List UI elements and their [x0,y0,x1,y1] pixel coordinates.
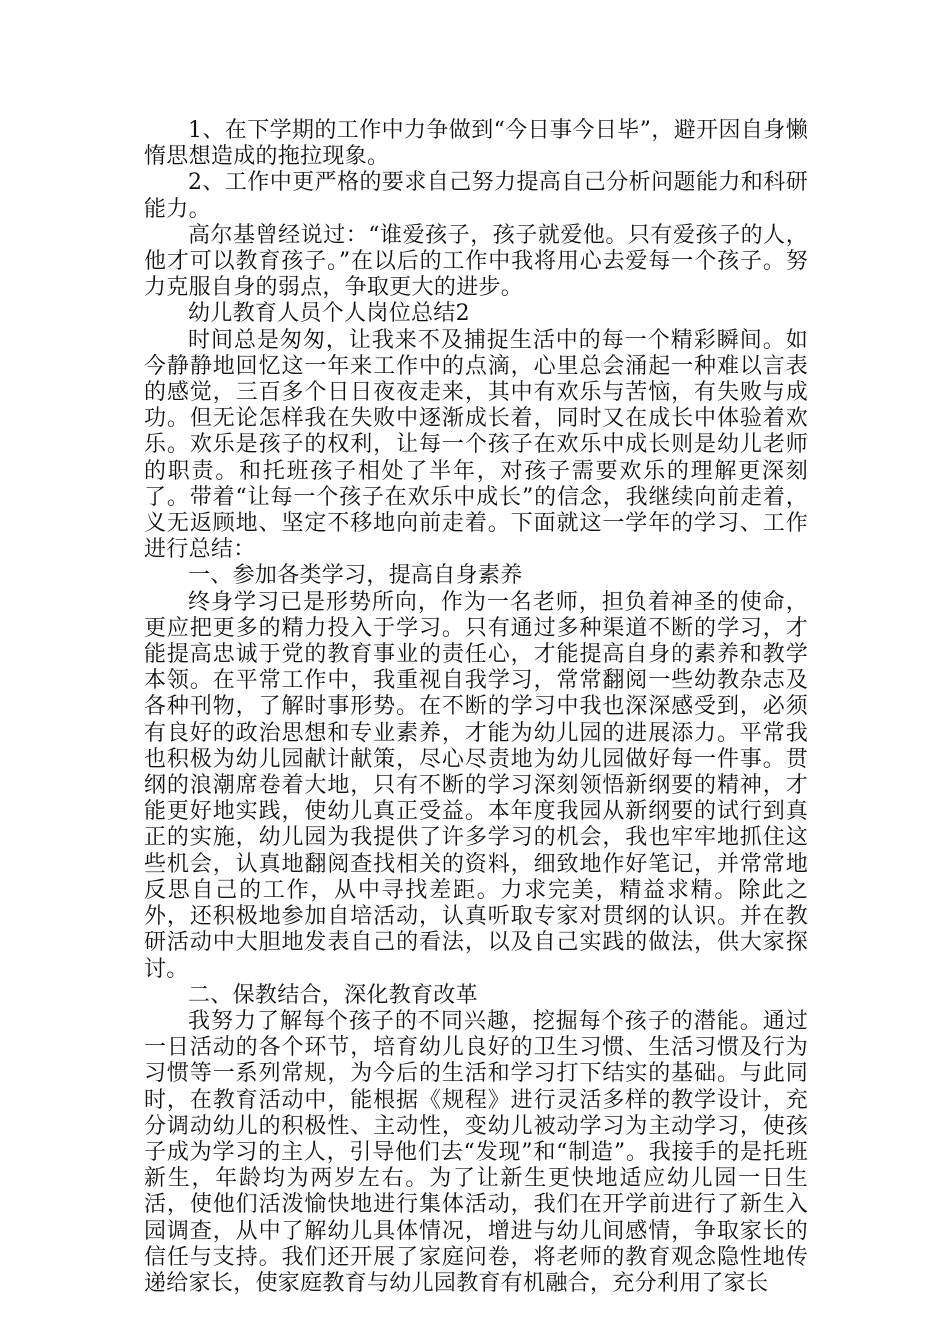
paragraph-6: 我努力了解每个孩子的不同兴趣，挖掘每个孩子的潜能。通过一日活动的各个环节，培育幼儿良好的卫生习惯、生活习惯及行为习惯等一系列常规，为今后的生活和学习打下结实的基础。与此同时，在教育活动中，能根据《规程》进行灵活多样的教学设计，充分调动幼儿的积极性、主动性，变幼儿被动学习为主动学习，使孩子成为学习的主人，引导他们去“发现”和“制造”。我接手的是托班新生，年龄均为两岁左右。为了让新生更快地适应幼儿园一日生活，使他们活泼愉快地进行集体活动，我们在开学前进行了新生入园调查，从中了解幼儿具体情况，增进与幼儿间感情，争取家长的信任与支持。我们还开展了家庭问卷，将老师的教育观念隐性地传递给家长，使家庭教育与幼儿园教育有机融合，充分利用了家长 [144,1008,808,1296]
paragraph-3: 高尔基曾经说过：“谁爱孩子，孩子就爱他。只有爱孩子的人，他才可以教育孩子。”在以后的工作中我将用心去爱每一个孩子。努力克服自身的弱点，争取更大的进步。 [144,222,808,301]
heading-2: 二、保教结合，深化教育改革 [188,982,478,1008]
paragraph-5: 终身学习已是形势所向，作为一名老师，担负着神圣的使命，更应把更多的精力投入于学习。只有通过多种渠道不断的学习，才能提高忠诚于党的教育事业的责任心，才能提高自身的素养和教学本领。在平常工作中，我重视自我学习，常常翻阅一些幼教杂志及各种刊物，了解时事形势。在不断的学习中我也深深感受到，必须有良好的政治思想和专业素养，才能为幼儿园的进展添力。平常我也积极为幼儿园献计献策，尽心尽责地为幼儿园做好每一件事。贯纲的浪潮席卷着大地，只有不断的学习深刻领悟新纲要的精神，才能更好地实践，使幼儿真正受益。本年度我园从新纲要的试行到真正的实施，幼儿园为我提供了许多学习的机会，我也牢牢地抓住这些机会，认真地翻阅查找相关的资料，细致地作好笔记，并常常地反思自己的工作，从中寻找差距。力求完美，精益求精。除此之外，还积极地参加自培活动，认真听取专家对贯纲的认识。并在教研活动中大胆地发表自己的看法，以及自己实践的做法，供大家探讨。 [144,589,808,982]
section-title: 幼儿教育人员个人岗位总结2 [188,301,470,327]
paragraph-1: 1、在下学期的工作中力争做到“今日事今日毕”，避开因自身懒惰思想造成的拖拉现象。 [144,118,808,170]
paragraph-4: 时间总是匆匆，让我来不及捕捉生活中的每一个精彩瞬间。如今静静地回忆这一年来工作中的点滴，心里总会涌起一种难以言表的感觉，三百多个日日夜夜走来，其中有欢乐与苦恼，有失败与成功。但无论怎样我在失败中逐渐成长着，同时又在成长中体验着欢乐。欢乐是孩子的权利，让每一个孩子在欢乐中成长则是幼儿老师的职责。和托班孩子相处了半年，对孩子需要欢乐的理解更深刻了。带着“让每一个孩子在欢乐中成长”的信念，我继续向前走着，义无返顾地、坚定不移地向前走着。下面就这一学年的学习、工作进行总结： [144,327,808,563]
paragraph-2: 2、工作中更严格的要求自己努力提高自己分析问题能力和科研能力。 [144,170,808,222]
document-body [144,118,808,1297]
heading-1: 一、参加各类学习，提高自身素养 [188,563,523,589]
